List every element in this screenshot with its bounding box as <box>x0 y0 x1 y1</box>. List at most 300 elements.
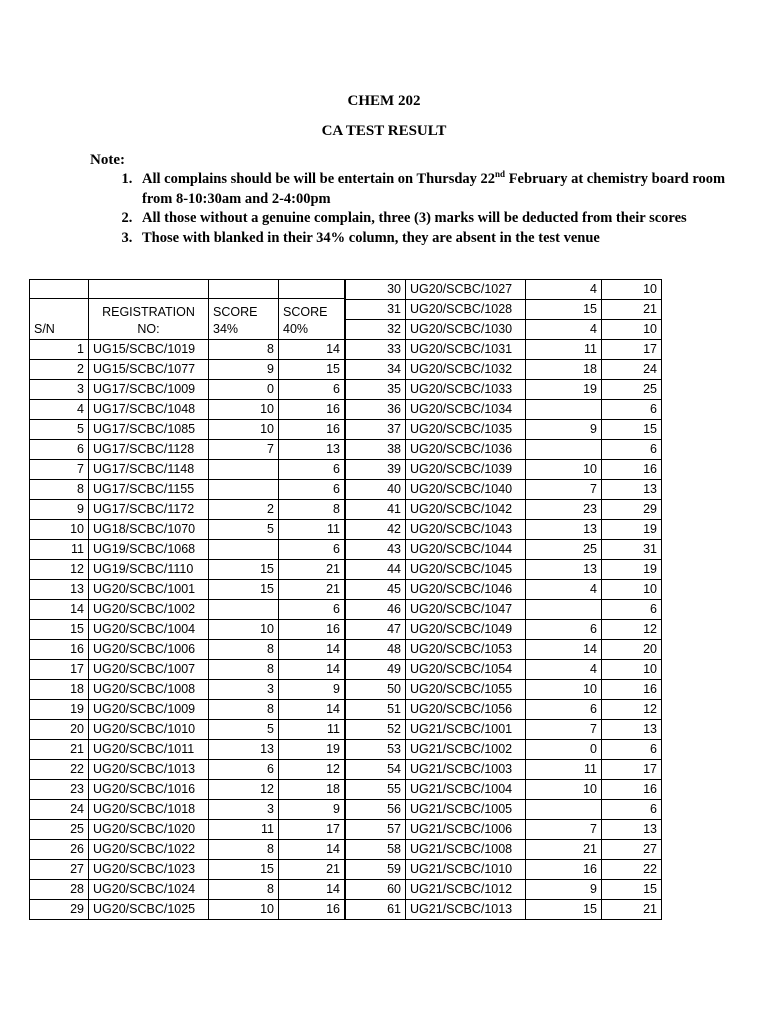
registration-cell: UG20/SCBC/1032 <box>406 360 526 380</box>
table-row <box>346 820 662 840</box>
table-row <box>346 500 662 520</box>
sn-cell: 53 <box>346 740 406 760</box>
sn-cell: 32 <box>346 320 406 340</box>
registration-cell: UG20/SCBC/1022 <box>89 840 209 860</box>
table-row <box>30 620 345 640</box>
table-row <box>346 540 662 560</box>
registration-cell: UG21/SCBC/1002 <box>406 740 526 760</box>
sn-cell: 61 <box>346 900 406 920</box>
score-34-cell: 8 <box>209 660 279 680</box>
sn-cell: 14 <box>30 600 89 620</box>
table-row <box>30 680 345 700</box>
score-40-cell: 21 <box>279 560 345 580</box>
score-40-cell: 21 <box>602 300 662 320</box>
registration-cell: UG20/SCBC/1033 <box>406 380 526 400</box>
score-34-cell: 13 <box>526 520 602 540</box>
score-40-cell: 15 <box>602 420 662 440</box>
sn-cell: 6 <box>30 440 89 460</box>
table-row <box>30 580 345 600</box>
registration-cell: UG21/SCBC/1010 <box>406 860 526 880</box>
note-item: 2. All those without a genuine complain, three (3) marks will be deducted from their scores <box>136 209 726 229</box>
table-row <box>30 340 345 360</box>
registration-cell: UG20/SCBC/1020 <box>89 820 209 840</box>
score-34-cell: 10 <box>209 900 279 920</box>
score-40-cell: 16 <box>602 680 662 700</box>
page-title: CA TEST RESULT <box>321 123 447 139</box>
table-row <box>30 660 345 680</box>
table-row <box>346 400 662 420</box>
sn-cell: 40 <box>346 480 406 500</box>
score-34-cell: 15 <box>209 860 279 880</box>
registration-cell: UG17/SCBC/1172 <box>89 500 209 520</box>
note-item: 1. All complains should be will be entertain on Thursday 22nd February at chemistry board room from 8-10:30am and 2-4:00pm <box>136 170 726 209</box>
score-40-cell: 6 <box>602 800 662 820</box>
score-40-cell: 10 <box>602 580 662 600</box>
score-40-cell: 14 <box>279 640 345 660</box>
registration-cell: UG20/SCBC/1011 <box>89 740 209 760</box>
sn-cell: 18 <box>30 680 89 700</box>
sn-cell: 60 <box>346 880 406 900</box>
score-34-cell: 4 <box>526 660 602 680</box>
table-row <box>346 700 662 720</box>
table-row <box>346 420 662 440</box>
sn-cell: 52 <box>346 720 406 740</box>
score-34-cell: 13 <box>526 560 602 580</box>
score-40-cell: 12 <box>279 760 345 780</box>
score-40-cell: 14 <box>279 340 345 360</box>
score-40-cell: 15 <box>279 360 345 380</box>
sn-cell: 26 <box>30 840 89 860</box>
registration-cell: UG17/SCBC/1148 <box>89 460 209 480</box>
table-row <box>346 880 662 900</box>
registration-cell: UG15/SCBC/1077 <box>89 360 209 380</box>
table-row <box>30 380 345 400</box>
registration-cell: UG20/SCBC/1025 <box>89 900 209 920</box>
score-34-cell: 16 <box>526 860 602 880</box>
table-row <box>346 520 662 540</box>
table-row <box>30 440 345 460</box>
score-34-cell: 11 <box>209 820 279 840</box>
sn-cell: 12 <box>30 560 89 580</box>
sn-cell: 29 <box>30 900 89 920</box>
registration-cell: UG20/SCBC/1044 <box>406 540 526 560</box>
score-40-cell: 20 <box>602 640 662 660</box>
score-34-cell: 18 <box>526 360 602 380</box>
table-row <box>346 580 662 600</box>
registration-cell: UG20/SCBC/1055 <box>406 680 526 700</box>
score-40-cell: 9 <box>279 680 345 700</box>
registration-cell: UG20/SCBC/1009 <box>89 700 209 720</box>
registration-cell: UG20/SCBC/1024 <box>89 880 209 900</box>
score-40-cell: 12 <box>602 620 662 640</box>
registration-cell: UG17/SCBC/1009 <box>89 380 209 400</box>
sn-cell: 3 <box>30 380 89 400</box>
table-row <box>30 760 345 780</box>
sn-cell: 45 <box>346 580 406 600</box>
score-34-cell: 9 <box>209 360 279 380</box>
registration-cell: UG20/SCBC/1053 <box>406 640 526 660</box>
registration-cell: UG20/SCBC/1010 <box>89 720 209 740</box>
score-34-cell <box>209 460 279 480</box>
score-34-cell: 10 <box>209 620 279 640</box>
score-34-cell: 8 <box>209 340 279 360</box>
sn-cell: 22 <box>30 760 89 780</box>
score-40-cell: 6 <box>279 600 345 620</box>
registration-cell: UG18/SCBC/1070 <box>89 520 209 540</box>
score-34-cell: 3 <box>209 800 279 820</box>
score-34-cell: 23 <box>526 500 602 520</box>
score-34-cell: 0 <box>526 740 602 760</box>
sn-cell: 31 <box>346 300 406 320</box>
sn-cell: 43 <box>346 540 406 560</box>
score-40-cell: 16 <box>279 420 345 440</box>
registration-cell: UG20/SCBC/1049 <box>406 620 526 640</box>
table-row <box>346 600 662 620</box>
registration-cell: UG17/SCBC/1085 <box>89 420 209 440</box>
score-34-cell: 10 <box>526 780 602 800</box>
registration-cell: UG20/SCBC/1023 <box>89 860 209 880</box>
score-40-cell: 16 <box>279 620 345 640</box>
score-34-cell: 5 <box>209 720 279 740</box>
score-40-cell: 10 <box>602 660 662 680</box>
sn-cell: 44 <box>346 560 406 580</box>
registration-cell: UG21/SCBC/1013 <box>406 900 526 920</box>
score-34-cell: 8 <box>209 700 279 720</box>
table-row <box>30 600 345 620</box>
registration-cell: UG20/SCBC/1004 <box>89 620 209 640</box>
score-34-cell: 11 <box>526 760 602 780</box>
score-40-cell: 22 <box>602 860 662 880</box>
score-40-cell: 24 <box>602 360 662 380</box>
score-34-cell: 6 <box>209 760 279 780</box>
score-40-cell: 6 <box>279 380 345 400</box>
table-row <box>346 620 662 640</box>
score-40-cell: 11 <box>279 720 345 740</box>
registration-cell: UG20/SCBC/1039 <box>406 460 526 480</box>
score-40-cell: 6 <box>602 400 662 420</box>
score-34-cell: 19 <box>526 380 602 400</box>
score-40-cell: 17 <box>279 820 345 840</box>
registration-cell: UG20/SCBC/1006 <box>89 640 209 660</box>
score-40-cell: 6 <box>602 600 662 620</box>
table-row <box>346 840 662 860</box>
registration-cell: UG20/SCBC/1043 <box>406 520 526 540</box>
score-34-cell: 8 <box>209 880 279 900</box>
sn-cell: 2 <box>30 360 89 380</box>
table-row <box>30 860 345 880</box>
registration-cell: UG20/SCBC/1046 <box>406 580 526 600</box>
score-34-cell <box>526 440 602 460</box>
sn-cell: 11 <box>30 540 89 560</box>
score-34-cell: 7 <box>526 480 602 500</box>
registration-cell: UG20/SCBC/1027 <box>406 280 526 300</box>
sn-cell: 49 <box>346 660 406 680</box>
registration-cell: UG21/SCBC/1001 <box>406 720 526 740</box>
table-row <box>346 440 662 460</box>
sn-cell: 51 <box>346 700 406 720</box>
score-40-cell: 8 <box>279 500 345 520</box>
score-34-cell: 0 <box>209 380 279 400</box>
score-34-cell: 6 <box>526 620 602 640</box>
registration-cell: UG20/SCBC/1047 <box>406 600 526 620</box>
table-row <box>30 500 345 520</box>
sn-cell: 19 <box>30 700 89 720</box>
sn-cell: 47 <box>346 620 406 640</box>
header-score-34: SCORE 34% <box>209 299 279 340</box>
table-row <box>346 680 662 700</box>
registration-cell: UG20/SCBC/1042 <box>406 500 526 520</box>
sn-cell: 20 <box>30 720 89 740</box>
registration-cell: UG21/SCBC/1008 <box>406 840 526 860</box>
score-40-cell: 13 <box>602 820 662 840</box>
sn-cell: 28 <box>30 880 89 900</box>
table-row <box>30 880 345 900</box>
score-34-cell: 21 <box>526 840 602 860</box>
score-40-cell: 14 <box>279 700 345 720</box>
registration-cell: UG20/SCBC/1028 <box>406 300 526 320</box>
score-34-cell <box>209 540 279 560</box>
score-34-cell: 4 <box>526 320 602 340</box>
sn-cell: 50 <box>346 680 406 700</box>
registration-cell: UG20/SCBC/1008 <box>89 680 209 700</box>
score-34-cell: 10 <box>209 420 279 440</box>
table-row <box>30 840 345 860</box>
header-sn: S/N <box>30 299 89 340</box>
sn-cell: 15 <box>30 620 89 640</box>
table-row <box>346 800 662 820</box>
score-40-cell: 19 <box>279 740 345 760</box>
registration-cell: UG20/SCBC/1040 <box>406 480 526 500</box>
score-34-cell <box>209 480 279 500</box>
registration-cell: UG21/SCBC/1004 <box>406 780 526 800</box>
sn-cell: 9 <box>30 500 89 520</box>
results-table-right <box>345 279 662 920</box>
score-34-cell: 9 <box>526 420 602 440</box>
sn-cell: 33 <box>346 340 406 360</box>
header-registration: REGISTRATION NO: <box>89 299 209 340</box>
table-row <box>346 660 662 680</box>
score-34-cell: 7 <box>526 820 602 840</box>
sn-cell: 1 <box>30 340 89 360</box>
score-40-cell: 10 <box>602 320 662 340</box>
note-label: Note: <box>90 152 125 168</box>
score-34-cell: 7 <box>209 440 279 460</box>
score-34-cell: 8 <box>209 840 279 860</box>
registration-cell: UG20/SCBC/1016 <box>89 780 209 800</box>
score-34-cell: 10 <box>526 680 602 700</box>
sn-cell: 17 <box>30 660 89 680</box>
score-40-cell: 13 <box>279 440 345 460</box>
results-table-left <box>29 279 345 920</box>
score-34-cell: 4 <box>526 580 602 600</box>
sn-cell: 21 <box>30 740 89 760</box>
score-34-cell: 4 <box>526 280 602 300</box>
registration-cell: UG19/SCBC/1068 <box>89 540 209 560</box>
sn-cell: 23 <box>30 780 89 800</box>
table-row <box>346 860 662 880</box>
sn-cell: 54 <box>346 760 406 780</box>
score-40-cell: 10 <box>602 280 662 300</box>
table-row <box>30 360 345 380</box>
table-row <box>30 400 345 420</box>
score-34-cell <box>526 800 602 820</box>
score-34-cell <box>526 400 602 420</box>
table-row <box>346 360 662 380</box>
score-34-cell: 15 <box>526 900 602 920</box>
score-40-cell: 6 <box>602 440 662 460</box>
score-34-cell: 8 <box>209 640 279 660</box>
score-40-cell: 16 <box>279 400 345 420</box>
registration-cell: UG21/SCBC/1003 <box>406 760 526 780</box>
score-40-cell: 19 <box>602 520 662 540</box>
sn-cell: 36 <box>346 400 406 420</box>
registration-cell: UG21/SCBC/1012 <box>406 880 526 900</box>
table-row <box>30 420 345 440</box>
table-row <box>346 760 662 780</box>
score-40-cell: 16 <box>602 780 662 800</box>
table-row <box>30 540 345 560</box>
score-34-cell: 15 <box>526 300 602 320</box>
table-row <box>30 560 345 580</box>
score-34-cell: 13 <box>209 740 279 760</box>
table-header-row <box>30 280 345 299</box>
score-40-cell: 11 <box>279 520 345 540</box>
score-40-cell: 14 <box>279 840 345 860</box>
score-34-cell: 7 <box>526 720 602 740</box>
registration-cell: UG20/SCBC/1007 <box>89 660 209 680</box>
course-code: CHEM 202 <box>347 93 421 109</box>
sn-cell: 38 <box>346 440 406 460</box>
score-40-cell: 21 <box>279 580 345 600</box>
table-row <box>346 720 662 740</box>
table-row <box>346 340 662 360</box>
registration-cell: UG21/SCBC/1005 <box>406 800 526 820</box>
sn-cell: 46 <box>346 600 406 620</box>
sn-cell: 41 <box>346 500 406 520</box>
registration-cell: UG20/SCBC/1056 <box>406 700 526 720</box>
table-row <box>30 700 345 720</box>
table-row <box>346 320 662 340</box>
registration-cell: UG21/SCBC/1006 <box>406 820 526 840</box>
table-row <box>30 800 345 820</box>
registration-cell: UG20/SCBC/1013 <box>89 760 209 780</box>
sn-cell: 13 <box>30 580 89 600</box>
table-row <box>30 640 345 660</box>
score-40-cell: 21 <box>602 900 662 920</box>
table-row <box>346 300 662 320</box>
score-40-cell: 6 <box>279 480 345 500</box>
registration-cell: UG20/SCBC/1002 <box>89 600 209 620</box>
score-40-cell: 16 <box>279 900 345 920</box>
score-34-cell: 14 <box>526 640 602 660</box>
note-item: 3. Those with blanked in their 34% column, they are absent in the test venue <box>136 229 726 249</box>
score-40-cell: 14 <box>279 660 345 680</box>
score-40-cell: 25 <box>602 380 662 400</box>
table-row <box>30 520 345 540</box>
score-34-cell <box>209 600 279 620</box>
table-row <box>30 720 345 740</box>
score-40-cell: 9 <box>279 800 345 820</box>
sn-cell: 34 <box>346 360 406 380</box>
score-34-cell: 9 <box>526 880 602 900</box>
registration-cell: UG17/SCBC/1048 <box>89 400 209 420</box>
sn-cell: 7 <box>30 460 89 480</box>
table-row <box>346 380 662 400</box>
notes-list <box>92 170 726 248</box>
score-40-cell: 17 <box>602 760 662 780</box>
sn-cell: 42 <box>346 520 406 540</box>
header-score-40: SCORE 40% <box>279 299 345 340</box>
registration-cell: UG20/SCBC/1018 <box>89 800 209 820</box>
score-40-cell: 13 <box>602 480 662 500</box>
registration-cell: UG20/SCBC/1001 <box>89 580 209 600</box>
sn-cell: 48 <box>346 640 406 660</box>
sn-cell: 16 <box>30 640 89 660</box>
sn-cell: 39 <box>346 460 406 480</box>
score-40-cell: 21 <box>279 860 345 880</box>
registration-cell: UG15/SCBC/1019 <box>89 340 209 360</box>
table-row <box>346 780 662 800</box>
score-34-cell: 3 <box>209 680 279 700</box>
score-34-cell: 11 <box>526 340 602 360</box>
table-row <box>30 740 345 760</box>
registration-cell: UG19/SCBC/1110 <box>89 560 209 580</box>
sn-cell: 24 <box>30 800 89 820</box>
sn-cell: 58 <box>346 840 406 860</box>
table-row <box>30 900 345 920</box>
score-34-cell: 10 <box>209 400 279 420</box>
score-34-cell: 15 <box>209 580 279 600</box>
table-row <box>346 900 662 920</box>
sn-cell: 56 <box>346 800 406 820</box>
table-row <box>30 780 345 800</box>
score-34-cell: 6 <box>526 700 602 720</box>
table-row <box>346 480 662 500</box>
table-row <box>30 460 345 480</box>
sn-cell: 37 <box>346 420 406 440</box>
table-row <box>346 740 662 760</box>
sn-cell: 4 <box>30 400 89 420</box>
table-row <box>30 480 345 500</box>
score-40-cell: 6 <box>602 740 662 760</box>
registration-cell: UG20/SCBC/1045 <box>406 560 526 580</box>
score-40-cell: 14 <box>279 880 345 900</box>
sn-cell: 27 <box>30 860 89 880</box>
sn-cell: 25 <box>30 820 89 840</box>
sn-cell: 5 <box>30 420 89 440</box>
score-34-cell: 2 <box>209 500 279 520</box>
registration-cell: UG20/SCBC/1036 <box>406 440 526 460</box>
sn-cell: 8 <box>30 480 89 500</box>
score-34-cell: 10 <box>526 460 602 480</box>
score-40-cell: 19 <box>602 560 662 580</box>
score-40-cell: 16 <box>602 460 662 480</box>
score-40-cell: 6 <box>279 460 345 480</box>
score-40-cell: 31 <box>602 540 662 560</box>
score-40-cell: 27 <box>602 840 662 860</box>
score-40-cell: 12 <box>602 700 662 720</box>
score-40-cell: 15 <box>602 880 662 900</box>
score-40-cell: 29 <box>602 500 662 520</box>
registration-cell: UG20/SCBC/1030 <box>406 320 526 340</box>
score-34-cell: 15 <box>209 560 279 580</box>
registration-cell: UG17/SCBC/1155 <box>89 480 209 500</box>
registration-cell: UG20/SCBC/1034 <box>406 400 526 420</box>
registration-cell: UG20/SCBC/1035 <box>406 420 526 440</box>
score-40-cell: 17 <box>602 340 662 360</box>
sn-cell: 30 <box>346 280 406 300</box>
score-34-cell <box>526 600 602 620</box>
